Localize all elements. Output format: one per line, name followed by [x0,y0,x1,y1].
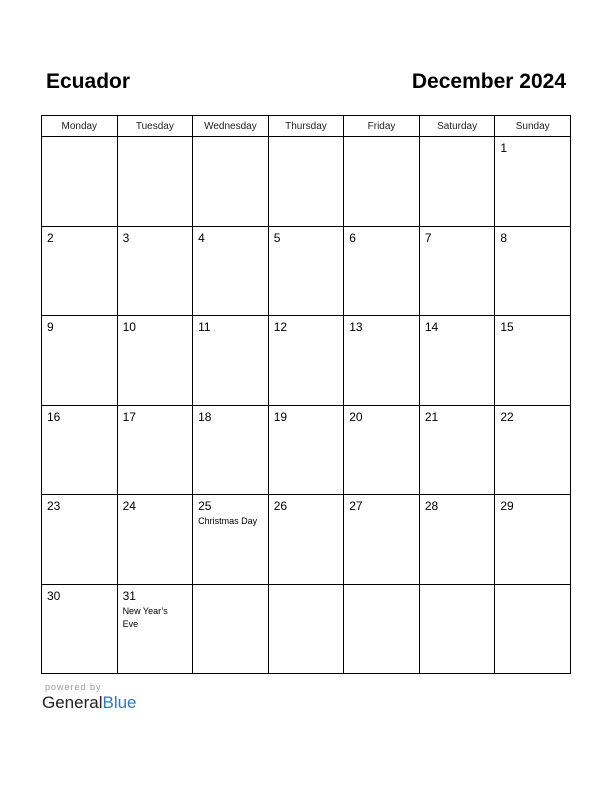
day-cell [193,495,269,585]
day-cell [42,495,118,585]
day-number: 2 [47,230,54,245]
day-cell [193,405,269,495]
day-cell [419,495,495,585]
day-number: 23 [47,499,61,513]
generalblue-logo [42,693,137,713]
day-cell [344,316,420,406]
day-number: 25 [198,499,212,513]
day-cell [268,137,344,227]
holiday-label: New Year’s Eve [122,605,168,629]
day-cell [344,405,420,495]
weekday-friday: Friday [344,116,420,137]
day-cell [117,405,193,495]
day-number: 10 [122,320,136,334]
weekday-tuesday: Tuesday [117,116,193,137]
day-number: 14 [424,320,439,334]
day-cell [42,584,118,674]
powered-by-text: powered by [45,682,102,692]
week-row [42,226,571,316]
day-number: 7 [424,230,432,245]
day-cell [117,316,193,406]
weekday-header-row [42,116,571,137]
day-number: 29 [500,499,514,513]
day-number: 3 [122,230,130,245]
day-cell [193,226,269,316]
day-cell [42,226,118,316]
day-cell [419,584,495,674]
day-number: 1 [500,141,508,155]
weekday-wednesday: Wednesday [193,116,269,137]
brand-blue-text: Blue [102,693,137,712]
day-number: 11 [198,320,211,334]
day-cell [495,405,571,495]
holiday-label: Christmas Day [198,516,258,526]
week-row [42,584,571,674]
day-number: 12 [273,320,288,334]
day-number: 5 [273,230,281,245]
day-cell [344,584,420,674]
country-title: Ecuador [46,70,131,93]
day-cell [344,137,420,227]
day-cell [344,226,420,316]
day-cell [419,137,495,227]
day-number: 22 [500,409,514,424]
day-number: 8 [500,230,508,245]
day-number: 15 [500,320,514,334]
day-number: 21 [424,409,439,424]
week-row [42,405,571,495]
day-number: 18 [198,409,212,424]
day-number: 9 [47,320,54,334]
week-row [42,495,571,585]
calendar-grid [41,115,571,674]
day-number: 13 [349,320,363,334]
day-cell [268,316,344,406]
month-title: December 2024 [411,70,566,93]
day-cell [495,137,571,227]
day-cell [42,405,118,495]
day-number: 26 [273,499,288,513]
day-cell [495,495,571,585]
day-cell [268,226,344,316]
brand-general-text: General [42,693,103,712]
day-number: 31 [122,588,136,603]
day-cell [117,495,193,585]
day-cell [268,495,344,585]
weekday-sunday: Sunday [495,116,571,137]
day-cell [42,316,118,406]
day-number: 30 [47,588,61,603]
day-number: 16 [47,409,61,424]
day-cell [268,584,344,674]
day-cell [419,405,495,495]
week-row [42,137,571,227]
day-number: 28 [424,499,439,513]
day-cell [117,226,193,316]
calendar-body [42,137,571,674]
day-cell [344,495,420,585]
weekday-saturday: Saturday [419,116,495,137]
day-number: 20 [349,409,363,424]
day-number: 6 [349,230,356,245]
week-row [42,316,571,406]
day-cell [495,584,571,674]
day-cell [495,316,571,406]
footer-branding [42,682,137,713]
day-cell [117,584,193,674]
calendar-header [46,70,566,98]
day-cell [419,226,495,316]
day-cell [193,316,269,406]
day-cell [193,137,269,227]
day-cell [495,226,571,316]
day-cell [419,316,495,406]
day-number: 27 [349,499,363,513]
day-number: 19 [273,409,288,424]
weekday-thursday: Thursday [268,116,344,137]
day-number: 17 [122,409,136,424]
weekday-monday: Monday [42,116,118,137]
day-number: 4 [198,230,205,245]
day-cell [268,405,344,495]
day-cell [42,137,118,227]
day-cell [117,137,193,227]
day-cell [193,584,269,674]
day-number: 24 [122,499,136,513]
